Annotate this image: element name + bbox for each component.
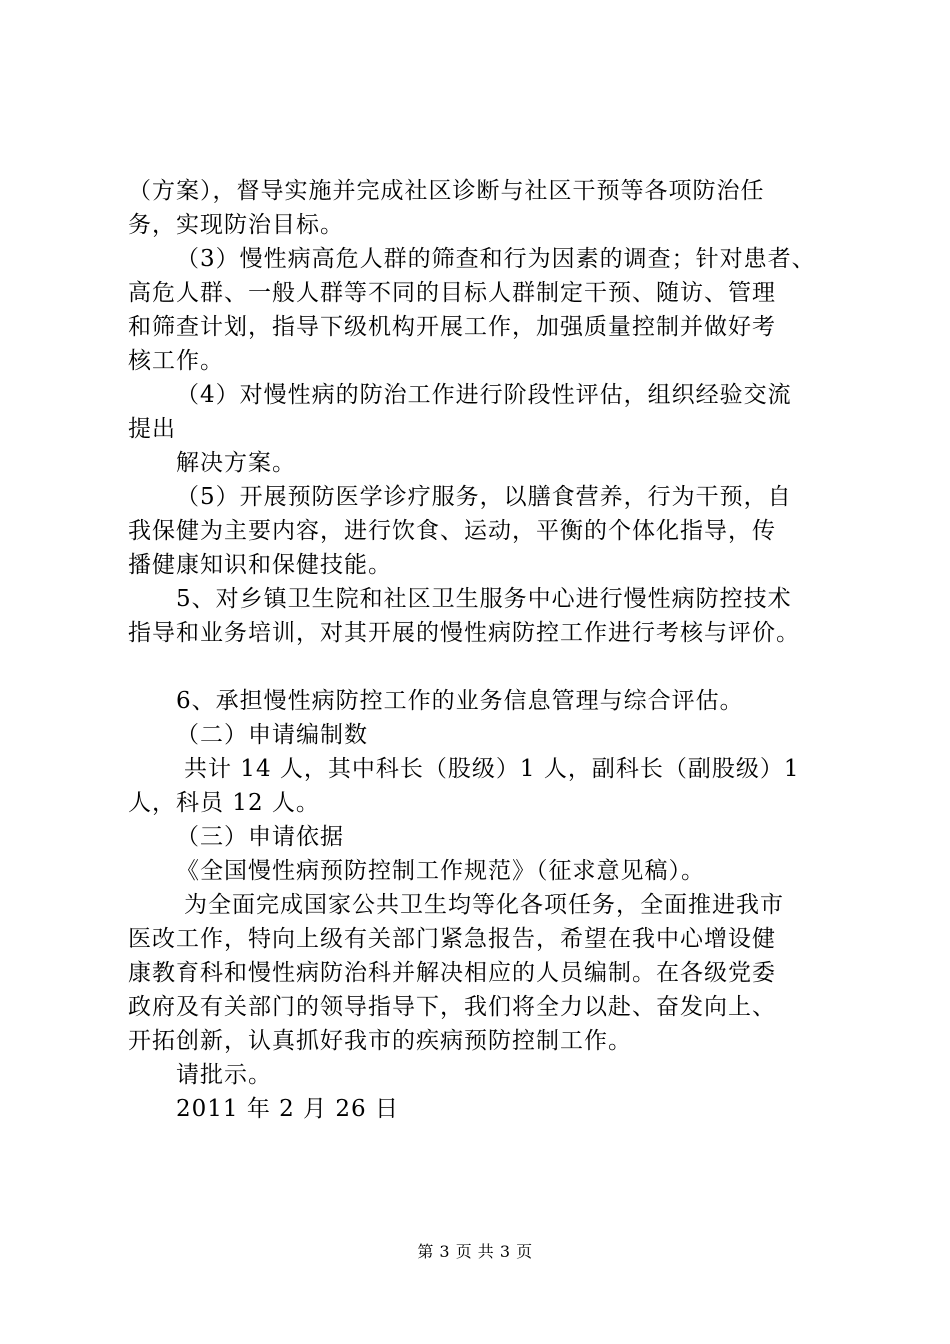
body-line: 和筛查计划，指导下级机构开展工作，加强质量控制并做好考 bbox=[128, 314, 776, 340]
body-line: （5）开展预防医学诊疗服务，以膳食营养，行为干预，自 bbox=[176, 484, 792, 510]
body-line: 医改工作，特向上级有关部门紧急报告，希望在我中心增设健 bbox=[128, 926, 776, 952]
body-line: 共计 14 人，其中科长（股级）1 人，副科长（副股级）1 bbox=[184, 756, 800, 782]
body-line: 指导和业务培训，对其开展的慢性病防控工作进行考核与评价。 bbox=[128, 620, 800, 646]
body-line: （方案），督导实施并完成社区诊断与社区干预等各项防治任 bbox=[128, 178, 765, 204]
body-line: 5、对乡镇卫生院和社区卫生服务中心进行慢性病防控技术 bbox=[176, 586, 792, 612]
document-date: 2011 年 2 月 26 日 bbox=[176, 1096, 399, 1122]
body-line: 《全国慢性病预防控制工作规范》（征求意见稿）。 bbox=[176, 858, 705, 884]
body-line: 6、承担慢性病防控工作的业务信息管理与综合评估。 bbox=[176, 688, 744, 714]
body-line: 高危人群、一般人群等不同的目标人群制定干预、随访、管理 bbox=[128, 280, 776, 306]
body-line: 开拓创新，认真抓好我市的疾病预防控制工作。 bbox=[128, 1028, 632, 1054]
body-line: 提出 bbox=[128, 416, 176, 442]
body-line: 务，实现防治目标。 bbox=[128, 212, 344, 238]
body-line: （3）慢性病高危人群的筛查和行为因素的调查；针对患者、 bbox=[176, 246, 816, 272]
body-line: 康教育科和慢性病防治科并解决相应的人员编制。在各级党委 bbox=[128, 960, 776, 986]
body-line: 人，科员 12 人。 bbox=[128, 790, 320, 816]
document-body bbox=[128, 174, 848, 1126]
body-line: 我保健为主要内容，进行饮食、运动，平衡的个体化指导，传 bbox=[128, 518, 776, 544]
page-number-footer: 第 3 页 共 3 页 bbox=[417, 1242, 533, 1261]
section-heading: （三）申请依据 bbox=[176, 824, 344, 850]
section-heading: （二）申请编制数 bbox=[176, 722, 368, 748]
body-line: 核工作。 bbox=[128, 348, 224, 374]
body-line: 解决方案。 bbox=[176, 450, 296, 476]
body-line: 为全面完成国家公共卫生均等化各项任务，全面推进我市 bbox=[184, 892, 784, 918]
body-line: 政府及有关部门的领导指导下，我们将全力以赴、奋发向上、 bbox=[128, 994, 776, 1020]
body-line: 播健康知识和保健技能。 bbox=[128, 552, 392, 578]
paragraph-gap bbox=[128, 650, 848, 684]
body-line: （4）对慢性病的防治工作进行阶段性评估，组织经验交流 bbox=[176, 382, 792, 408]
closing-request: 请批示。 bbox=[176, 1062, 272, 1088]
